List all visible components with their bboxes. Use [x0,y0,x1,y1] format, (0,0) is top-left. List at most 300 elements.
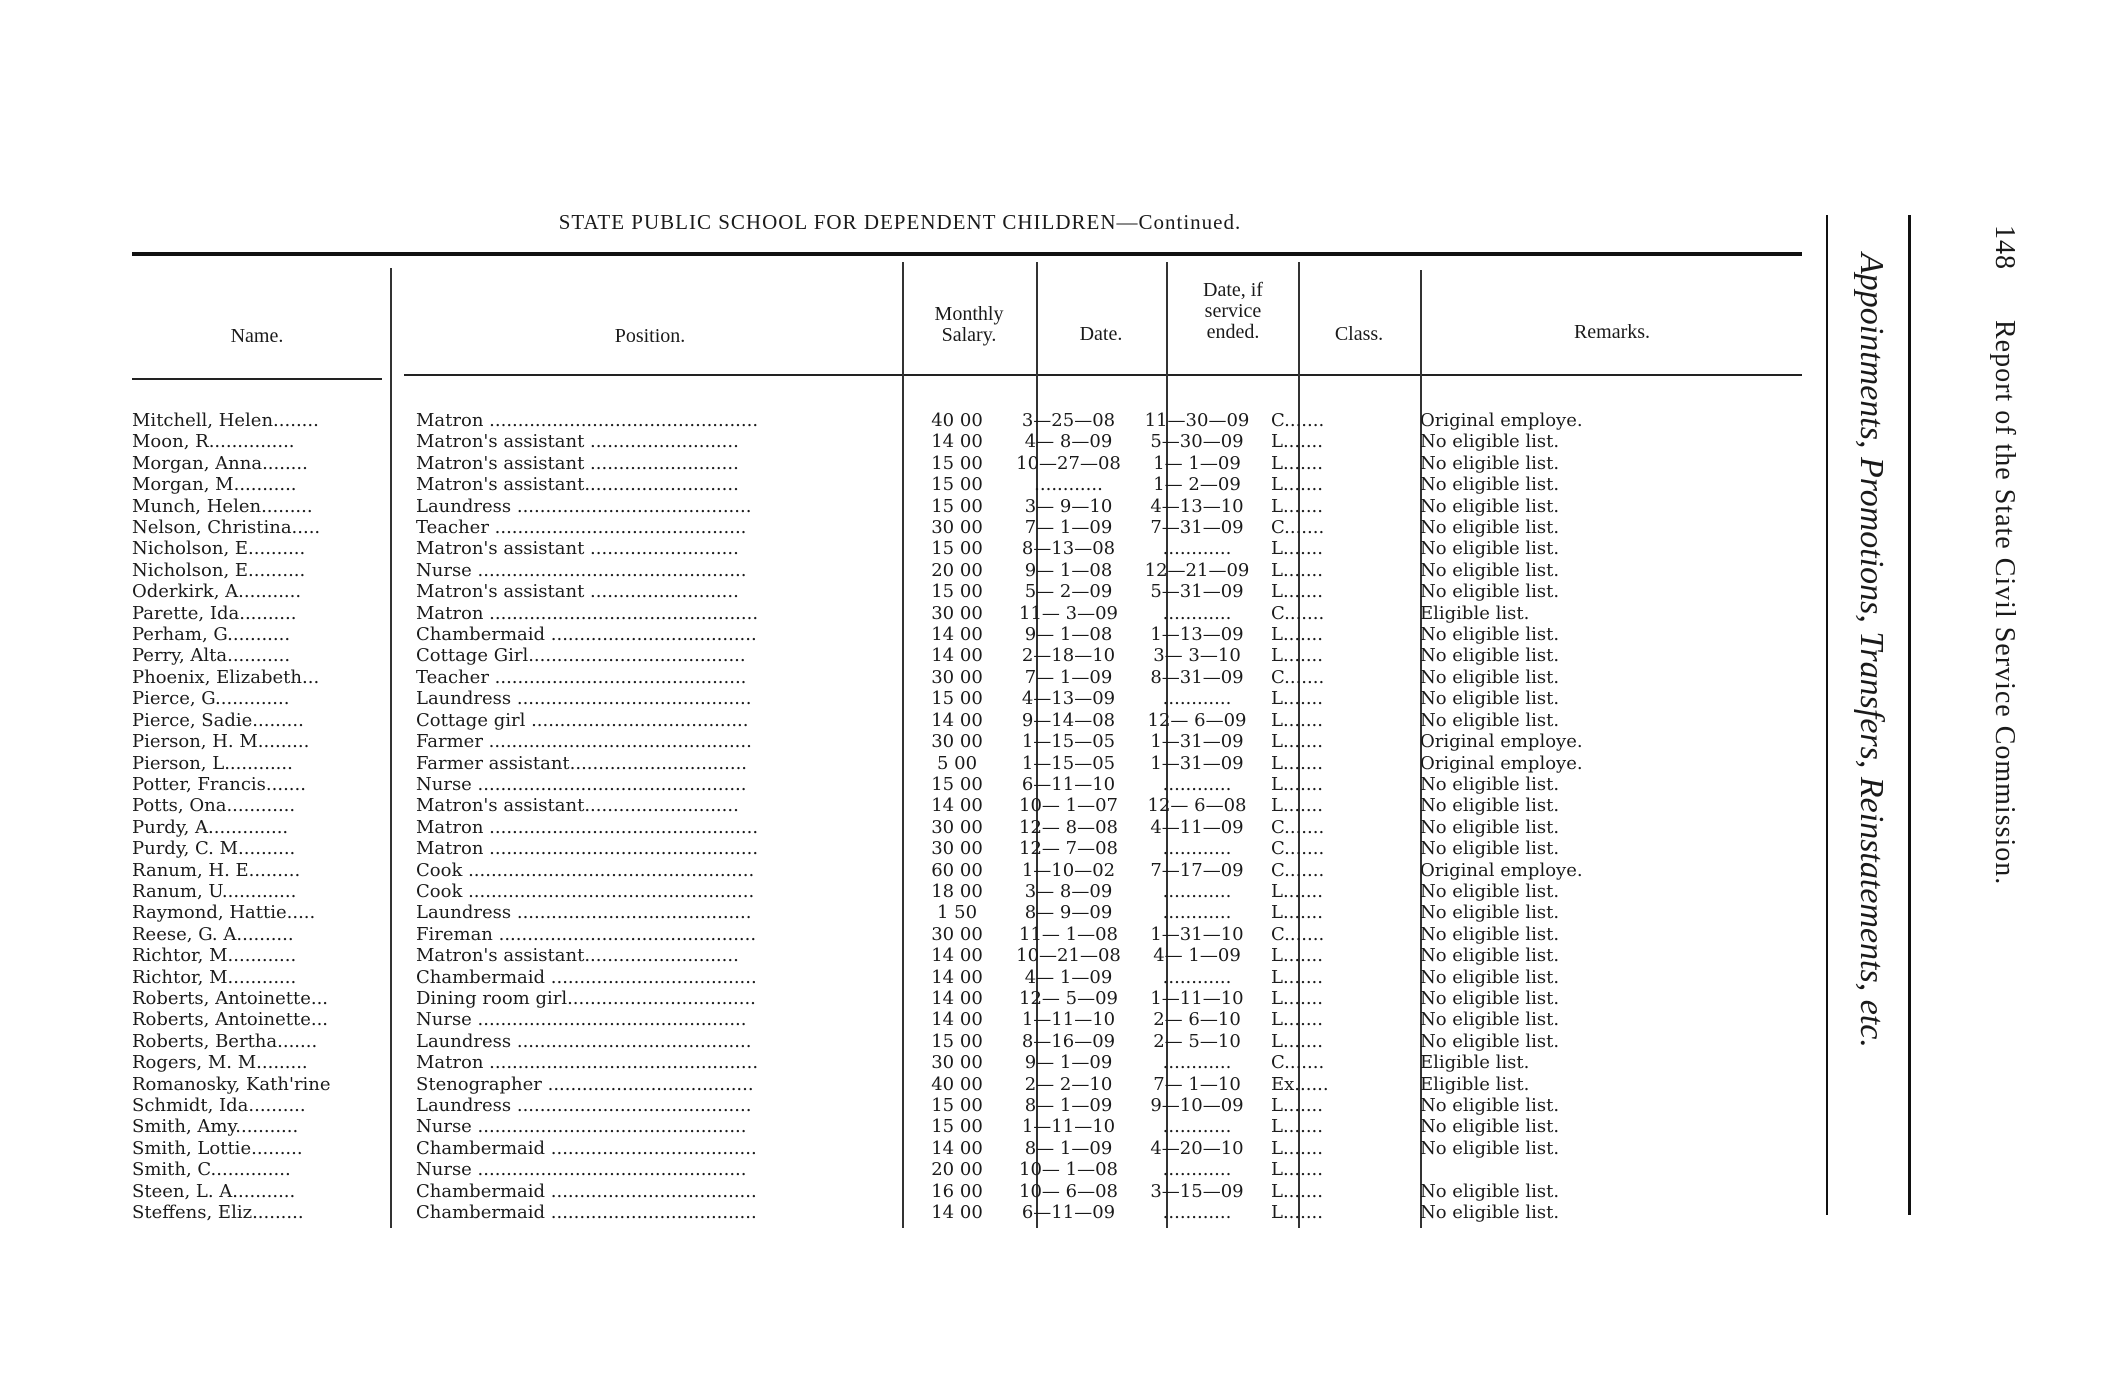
cell-name: Pierce, Sadie......... [132,709,304,731]
cell-class: L....... [1271,1116,1324,1138]
header-ended-line3: ended. [1206,321,1260,343]
cell-class: C....... [1271,602,1325,624]
cell-name: Pierson, L............ [132,752,293,774]
table-row [132,581,1820,602]
cell-class: C....... [1271,923,1325,945]
cell-remarks: No eligible list. [1420,431,1560,453]
cell-class: L....... [1271,431,1324,453]
cell-class: C....... [1271,859,1325,881]
cell-ended: ............ [1162,1052,1232,1074]
cell-salary: 30 00 [931,1052,983,1074]
cell-ended: 7—17—09 [1150,859,1244,881]
cell-position: Stenographer .................................... [416,1073,754,1095]
table-body [132,410,1820,1223]
cell-name: Reese, G. A.......... [132,923,294,945]
cell-class: L....... [1271,1202,1324,1224]
table-row [132,1159,1820,1180]
cell-remarks: No eligible list. [1420,517,1560,539]
cell-ended: ............ [1162,602,1232,624]
cell-name: Ranum, U............. [132,880,297,902]
cell-name: Pierce, G............. [132,688,290,710]
cell-name: Richtor, M............ [132,945,297,967]
cell-remarks: No eligible list. [1420,902,1560,924]
cell-name: Morgan, M........... [132,474,297,496]
cell-position: Chambermaid .................................... [416,1202,757,1224]
cell-date: 6—11—10 [1021,773,1116,795]
table-row [132,496,1820,517]
cell-name: Morgan, Anna........ [132,452,308,474]
cell-class: L....... [1271,452,1324,474]
cell-date: 8— 1—09 [1024,1137,1113,1159]
cell-salary: 14 00 [931,624,983,646]
cell-position: Nurse ............................................... [416,559,747,581]
cell-name: Potts, Ona............ [132,795,296,817]
cell-ended: 5—31—09 [1150,581,1244,603]
table-row [132,517,1820,538]
header-ended [1168,280,1298,343]
cell-name: Ranum, H. E......... [132,859,301,881]
cell-class: C....... [1271,1052,1325,1074]
cell-class: C....... [1271,517,1325,539]
header-salary-line2: Salary. [941,324,997,346]
cell-date: 2—18—10 [1021,645,1116,667]
cell-position: Chambermaid .................................... [416,1137,757,1159]
report-title: Report of the State Civil Service Commission. [1989,320,2020,886]
cell-salary: 15 00 [931,538,983,560]
cell-ended: 3—15—09 [1150,1180,1244,1202]
cell-remarks: No eligible list. [1420,645,1560,667]
cell-ended: 1— 1—09 [1153,452,1241,474]
cell-ended: 9—10—09 [1150,1095,1244,1116]
table-row [132,624,1820,645]
cell-class: L....... [1271,1180,1324,1202]
cell-class: L....... [1271,474,1324,496]
cell-date: 11— 1—08 [1019,923,1118,945]
cell-class: L....... [1271,538,1324,560]
cell-date: 5— 2—09 [1024,581,1113,603]
page-number: 148 [1989,225,2020,270]
table-row [132,881,1820,902]
cell-remarks: No eligible list. [1420,474,1560,496]
cell-position: Laundress ......................................... [416,902,752,924]
title-main: STATE PUBLIC SCHOOL FOR DEPENDENT CHILDREN [558,210,1117,234]
cell-name: Nelson, Christina..... [132,517,321,539]
cell-date: 3— 8—09 [1024,880,1113,902]
table-row [132,731,1820,752]
cell-name: Roberts, Bertha....... [132,1030,318,1052]
cell-position: Matron's assistant........................... [416,474,739,496]
cell-salary: 14 00 [931,795,983,817]
cell-ended: 2— 6—10 [1153,1009,1241,1031]
cell-class: L....... [1271,1030,1324,1052]
cell-date: 2— 2—10 [1024,1073,1113,1095]
header-date [1038,324,1164,345]
cell-position: Dining room girl................................. [416,987,756,1009]
cell-remarks: No eligible list. [1420,495,1560,517]
cell-remarks: Eligible list. [1420,1073,1530,1095]
cell-salary: 15 00 [931,773,983,795]
cell-date: 3—25—08 [1021,410,1116,431]
cell-salary: 30 00 [931,602,983,624]
cell-date: 1—11—10 [1021,1116,1116,1138]
cell-remarks: No eligible list. [1420,624,1560,646]
cell-position: Laundress ......................................... [416,688,752,710]
cell-salary: 16 00 [931,1180,983,1202]
cell-salary: 15 00 [931,1030,983,1052]
table-row [132,924,1820,945]
cell-salary: 60 00 [931,859,983,881]
cell-class: L....... [1271,688,1324,710]
cell-position: Nurse ............................................... [416,1009,747,1031]
table-row [132,988,1820,1009]
table-row [132,817,1820,838]
running-head [1945,225,2035,1125]
cell-salary: 18 00 [931,880,983,902]
cell-name: Nicholson, E.......... [132,538,306,560]
cell-date: 1—11—10 [1021,1009,1116,1031]
cell-class: L....... [1271,1159,1324,1181]
cell-ended: 12—21—09 [1144,559,1250,581]
header-remarks-label: Remarks. [1573,321,1651,343]
cell-remarks [1396,1159,1820,1180]
margin-rule-thick [1908,215,1911,1215]
cell-class: L....... [1271,645,1324,667]
cell-date: 10— 1—08 [1019,1159,1118,1181]
table-row [132,710,1820,731]
cell-salary: 30 00 [931,517,983,539]
cell-ended: ............ [1162,1116,1232,1138]
cell-class: L....... [1271,966,1324,988]
cell-date: 8— 9—09 [1024,902,1113,924]
cell-position: Cottage Girl...................................... [416,645,746,667]
cell-salary: 15 00 [931,688,983,710]
cell-remarks: No eligible list. [1420,966,1560,988]
table-row [132,410,1820,431]
cell-ended: 1—31—10 [1150,923,1244,945]
cell-remarks: No eligible list. [1420,452,1560,474]
header-ended-line2: service [1204,300,1262,322]
cell-name: Smith, Amy........... [132,1116,299,1138]
cell-position: Chambermaid .................................... [416,966,757,988]
cell-ended: 4—11—09 [1150,816,1244,838]
header-name-label: Name. [230,325,284,347]
table-row [132,645,1820,666]
cell-salary: 30 00 [931,923,983,945]
cell-salary: 14 00 [931,431,983,453]
cell-ended: 2— 5—10 [1153,1030,1241,1052]
cell-date: 4— 1—09 [1024,966,1113,988]
cell-ended: 1—31—09 [1150,731,1244,753]
header-rule [404,374,1802,376]
cell-ended: ............ [1162,880,1232,902]
cell-remarks: No eligible list. [1420,581,1560,603]
cell-name: Purdy, A.............. [132,816,289,838]
cell-remarks: No eligible list. [1420,688,1560,710]
table-row [132,560,1820,581]
cell-class: C....... [1271,410,1325,431]
cell-date: 12— 7—08 [1019,838,1118,860]
cell-name: Richtor, M............ [132,966,297,988]
cell-name: Pierson, H. M......... [132,731,310,753]
cell-remarks: No eligible list. [1420,1180,1560,1202]
running-head-text [1988,225,2020,885]
cell-date: 4—13—09 [1021,688,1116,710]
cell-salary: 15 00 [931,1095,983,1116]
table-row [132,860,1820,881]
cell-position: Nurse ............................................... [416,773,747,795]
cell-position: Fireman ............................................. [416,923,757,945]
cell-salary: 30 00 [931,816,983,838]
cell-class: L....... [1271,752,1324,774]
cell-ended: ............ [1162,966,1232,988]
cell-position: Laundress ......................................... [416,1095,752,1116]
cell-date: 8—16—09 [1021,1030,1116,1052]
cell-name: Nicholson, E.......... [132,559,306,581]
cell-class: L....... [1271,1095,1324,1116]
cell-date: 1—10—02 [1021,859,1116,881]
cell-class: L....... [1271,902,1324,924]
header-salary [904,304,1034,346]
table-row [132,1009,1820,1030]
table-row [132,667,1820,688]
cell-remarks: Eligible list. [1420,1052,1530,1074]
cell-position: Cottage girl ...................................... [416,709,749,731]
cell-ended: ............ [1162,902,1232,924]
cell-date: 10— 1—07 [1019,795,1118,817]
cell-class: L....... [1271,624,1324,646]
cell-date: 4— 8—09 [1024,431,1113,453]
cell-ended: 7—31—09 [1150,517,1244,539]
cell-name: Raymond, Hattie..... [132,902,316,924]
cell-date: 11— 3—09 [1019,602,1118,624]
cell-salary: 40 00 [931,410,983,431]
cell-salary: 15 00 [931,495,983,517]
cell-remarks: No eligible list. [1420,987,1560,1009]
cell-name: Rogers, M. M......... [132,1052,308,1074]
cell-ended: 8—31—09 [1150,666,1244,688]
cell-salary: 14 00 [931,987,983,1009]
cell-date: ............ [1034,474,1103,496]
cell-name: Roberts, Antoinette... [132,1009,329,1031]
cell-ended: 4—13—10 [1150,495,1244,517]
cell-ended: 7— 1—10 [1153,1073,1241,1095]
cell-name: Munch, Helen......... [132,495,313,517]
cell-salary: 20 00 [931,559,983,581]
cell-remarks: No eligible list. [1420,1030,1560,1052]
cell-remarks: Eligible list. [1420,602,1530,624]
cell-salary: 14 00 [931,1009,983,1031]
cell-name: Steffens, Eliz......... [132,1202,304,1224]
table-row [132,1138,1820,1159]
cell-salary: 14 00 [931,1137,983,1159]
page-title [0,210,1800,235]
cell-position: Matron's assistant .......................... [416,581,739,603]
cell-remarks: No eligible list. [1420,1137,1560,1159]
cell-class: C....... [1271,666,1325,688]
cell-remarks: No eligible list. [1420,945,1560,967]
cell-ended: 4— 1—09 [1153,945,1241,967]
cell-salary: 30 00 [931,731,983,753]
cell-position: Matron's assistant........................... [416,945,739,967]
cell-salary: 15 00 [931,1116,983,1138]
cell-salary: 14 00 [931,1202,983,1224]
cell-remarks: Original employe. [1420,410,1583,431]
table-row [132,774,1820,795]
cell-position: Farmer assistant............................... [416,752,748,774]
table-row [132,688,1820,709]
cell-class: L....... [1271,731,1324,753]
cell-remarks: No eligible list. [1420,795,1560,817]
cell-date: 7— 1—09 [1024,517,1113,539]
cell-class: L....... [1271,1009,1324,1031]
table-row [132,453,1820,474]
title-suffix: —Continued. [1116,210,1242,234]
cell-date: 9— 1—09 [1024,1052,1113,1074]
cell-remarks: No eligible list. [1420,538,1560,560]
cell-date: 8—13—08 [1021,538,1116,560]
cell-date: 9—14—08 [1021,709,1116,731]
header-position [400,326,900,347]
cell-position: Cook .................................................. [416,859,755,881]
cell-remarks: Original employe. [1420,859,1583,881]
cell-remarks: No eligible list. [1420,773,1560,795]
cell-class: Ex...... [1271,1073,1329,1095]
cell-ended: 1—31—09 [1150,752,1244,774]
cell-salary: 5 00 [936,752,978,774]
cell-remarks: No eligible list. [1420,709,1560,731]
cell-name: Schmidt, Ida.......... [132,1095,306,1116]
cell-remarks: No eligible list. [1420,1095,1560,1116]
cell-position: Teacher ............................................ [416,666,747,688]
cell-name: Oderkirk, A........... [132,581,302,603]
table-row [132,1181,1820,1202]
cell-ended: ............ [1162,688,1232,710]
cell-ended: ............ [1162,1159,1232,1181]
cell-date: 10— 6—08 [1019,1180,1118,1202]
cell-position: Laundress ......................................... [416,495,752,517]
table-row [132,1116,1820,1137]
cell-ended: 3— 3—10 [1153,645,1241,667]
table-row [132,538,1820,559]
cell-class: L....... [1271,987,1324,1009]
cell-remarks: No eligible list. [1420,1009,1560,1031]
cell-position: Chambermaid .................................... [416,1180,757,1202]
cell-position: Matron ............................................... [416,816,759,838]
top-rule [132,252,1802,256]
cell-salary: 15 00 [931,474,983,496]
cell-date: 1—15—05 [1021,731,1116,753]
cell-class: L....... [1271,495,1324,517]
cell-name: Steen, L. A........... [132,1180,296,1202]
cell-remarks: No eligible list. [1420,559,1560,581]
cell-salary: 15 00 [931,452,983,474]
cell-salary: 14 00 [931,966,983,988]
cell-ended: ............ [1162,773,1232,795]
cell-ended: 12— 6—08 [1147,795,1247,817]
cell-position: Laundress ......................................... [416,1030,752,1052]
table-row [132,603,1820,624]
table-row [132,902,1820,923]
cell-ended: 1— 2—09 [1153,474,1241,496]
cell-remarks: No eligible list. [1420,816,1560,838]
cell-ended: 12— 6—09 [1147,709,1247,731]
cell-remarks: No eligible list. [1420,1116,1560,1138]
cell-ended: ............ [1162,838,1232,860]
cell-ended: 4—20—10 [1150,1137,1244,1159]
cell-class: L....... [1271,581,1324,603]
cell-position: Matron ............................................... [416,410,759,431]
table-row [132,1095,1820,1116]
cell-remarks: No eligible list. [1420,838,1560,860]
cell-date: 12— 8—08 [1019,816,1118,838]
cell-name: Roberts, Antoinette... [132,987,329,1009]
cell-position: Nurse ............................................... [416,1116,747,1138]
cell-date: 9— 1—08 [1024,624,1113,646]
cell-position: Matron ............................................... [416,838,759,860]
cell-name: Perham, G........... [132,624,291,646]
cell-salary: 30 00 [931,666,983,688]
table-row [132,753,1820,774]
table-row [132,1052,1820,1073]
cell-class: L....... [1271,880,1324,902]
cell-salary: 30 00 [931,838,983,860]
table-row [132,795,1820,816]
cell-class: L....... [1271,795,1324,817]
cell-name: Smith, Lottie......... [132,1137,303,1159]
table-row [132,474,1820,495]
cell-class: L....... [1271,709,1324,731]
header-ended-line1: Date, if [1203,279,1263,301]
cell-position: Matron's assistant .......................... [416,538,739,560]
header-salary-line1: Monthly [934,303,1004,325]
cell-name: Potter, Francis....... [132,773,306,795]
header-date-label: Date. [1079,323,1123,345]
cell-date: 7— 1—09 [1024,666,1113,688]
cell-position: Nurse ............................................... [416,1159,747,1181]
header-class [1300,324,1418,345]
cell-name: Smith, C.............. [132,1159,291,1181]
cell-remarks: No eligible list. [1420,923,1560,945]
table-row [132,967,1820,988]
cell-name: Perry, Alta........... [132,645,291,667]
cell-date: 9— 1—08 [1024,559,1113,581]
cell-remarks: No eligible list. [1420,1202,1560,1224]
cell-salary: 40 00 [931,1073,983,1095]
cell-salary: 14 00 [931,945,983,967]
cell-remarks: Original employe. [1420,731,1583,753]
table-row [132,1202,1820,1223]
header-name [132,326,382,347]
table-row [132,1031,1820,1052]
cell-position: Farmer .............................................. [416,731,752,753]
cell-class: C....... [1271,838,1325,860]
cell-position: Matron ............................................... [416,1052,759,1074]
cell-ended: 1—11—10 [1150,987,1244,1009]
cell-class: C....... [1271,816,1325,838]
cell-date: 10—27—08 [1016,452,1121,474]
table-row [132,1074,1820,1095]
table-row [132,838,1820,859]
cell-date: 6—11—09 [1021,1202,1116,1224]
cell-position: Chambermaid .................................... [416,624,757,646]
cell-salary: 15 00 [931,581,983,603]
cell-name: Purdy, C. M.......... [132,838,296,860]
cell-position: Matron's assistant .......................... [416,452,739,474]
margin-rule-thin [1826,215,1828,1215]
cell-name: Parette, Ida.......... [132,602,297,624]
table-row [132,945,1820,966]
header-remarks [1422,322,1802,343]
